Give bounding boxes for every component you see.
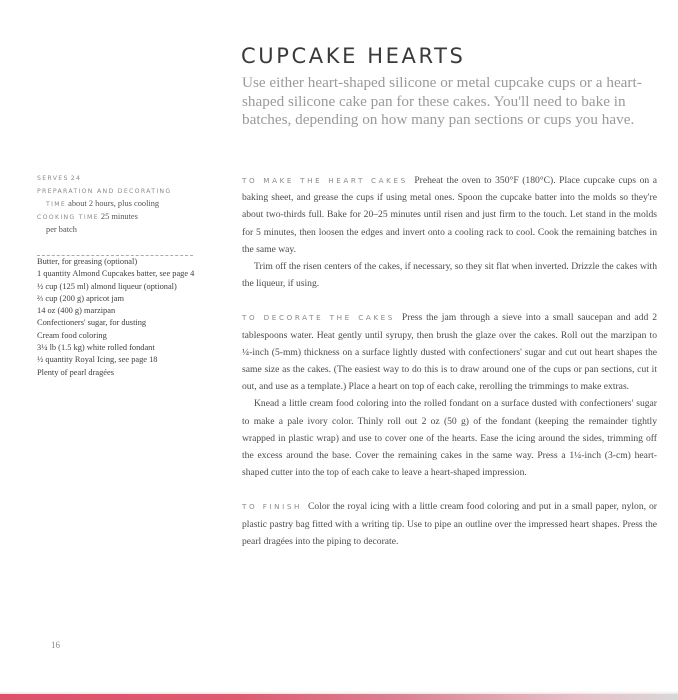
cook-line-2 bbox=[37, 224, 247, 236]
recipe-meta bbox=[37, 172, 247, 236]
cook-value-2: per batch bbox=[46, 225, 77, 234]
ingredient-item: Cream food coloring bbox=[37, 330, 107, 340]
recipe-title: CUPCAKE HEARTS bbox=[241, 44, 466, 68]
prep-value: about 2 hours, plus cooling bbox=[68, 199, 160, 208]
page-edge bbox=[0, 694, 678, 700]
method-finish-text: Color the royal icing with a little cream food coloring and put in a small paper, nylon, or plastic pastry bag fitted with a writing tip. Use to pipe an outline over the impressed heart shapes. Press the pearl dragées into the piping to decorate. bbox=[242, 501, 657, 547]
page-number: 16 bbox=[51, 640, 60, 650]
method-make-2: Trim off the risen centers of the cakes, if necessary, so they sit flat when inverted. Drizzle the cakes with the liqueur, if using. bbox=[242, 261, 657, 290]
prep-label-2: TIME bbox=[46, 201, 67, 208]
prep-line bbox=[37, 185, 247, 198]
recipe-intro: Use either heart-shaped silicone or metal cupcake cups or a heart-shaped silicone cake pan for these cakes. You'll need to bake in batches, depending on how many pan sections or cups you have. bbox=[242, 74, 642, 128]
prep-line-2 bbox=[37, 198, 247, 211]
ingredient-item: Confectioners' sugar, for dusting bbox=[37, 318, 147, 328]
method-decorate-text: Press the jam through a sieve into a small saucepan and add 2 tablespoons water. Heat gently until syrupy, then brush the glaze over the cakes. Roll out the marzipan to ¼-inch (5-mm) thickness on a surface lightly dusted with confectioners' sugar and cut out heart shapes the same size as the cakes. (The easiest way to do this is to draw around one of the cups or pan sections, cut it out, and use as a template.) Place a heart on top of each cake, rerolling the trimmings to make extras. bbox=[242, 312, 657, 393]
ingredient-item: ⅔ cup (200 g) apricot jam bbox=[37, 293, 124, 303]
method-make-heading: TO MAKE THE HEART CAKES bbox=[242, 176, 408, 185]
method-decorate-2: Knead a little cream food coloring into the rolled fondant on a surface dusted with confectioners' sugar to make a pale ivory color. Thinly roll out 2 oz (50 g) of the fondant (keeping the remainder tightly wrapped in plastic wrap) and use to cover one of the hearts. Ease the icing around the sides, trimming off the excess around the base. Cover the remaining cakes in the same way. Press a 1¼-inch (3-cm) heart-shaped cutter into the top of each cake to leave a heart-shaped impression. bbox=[242, 398, 657, 479]
method-decorate bbox=[242, 309, 657, 395]
method-decorate-heading: TO DECORATE THE CAKES bbox=[242, 313, 395, 323]
cook-label: COOKING TIME bbox=[37, 214, 99, 221]
method-make-text: Preheat the oven to 350°F (180°C). Place cupcake cups on a baking sheet, and grease the cups if using metal ones. Spoon the cupcake batter into the molds so they're about two-thirds full. Bake for 20–25 minutes until risen and just firm to the touch. Let stand in the molds for 5 minutes, then loosen the edges and invert onto a cooling rack to cool. Cook the remaining batches in the same way. bbox=[242, 175, 657, 255]
ingredient-item: 3¼ lb (1.5 kg) white rolled fondant bbox=[37, 343, 155, 353]
serves-value: 24 bbox=[70, 175, 82, 182]
ingredient-item: 14 oz (400 g) marzipan bbox=[37, 306, 116, 316]
ingredients-list bbox=[37, 256, 237, 379]
ingredient-item: ½ quantity Royal Icing, see page 18 bbox=[37, 355, 158, 365]
serves-label: SERVES bbox=[37, 175, 69, 182]
cook-value: 25 minutes bbox=[100, 212, 138, 221]
ingredient-item: 1 quantity Almond Cupcakes batter, see page 4 bbox=[37, 269, 195, 279]
method-finish-heading: TO FINISH bbox=[242, 502, 303, 512]
ingredient-item: Plenty of pearl dragées bbox=[37, 367, 114, 377]
ingredient-item: Butter, for greasing (optional) bbox=[37, 257, 138, 266]
recipe-method bbox=[242, 172, 657, 550]
prep-label: PREPARATION AND DECORATING bbox=[37, 188, 172, 195]
serves-line bbox=[37, 172, 247, 185]
method-make bbox=[242, 172, 657, 258]
ingredient-item: ½ cup (125 ml) almond liqueur (optional) bbox=[37, 281, 177, 291]
cook-line bbox=[37, 211, 247, 224]
method-finish bbox=[242, 498, 657, 550]
